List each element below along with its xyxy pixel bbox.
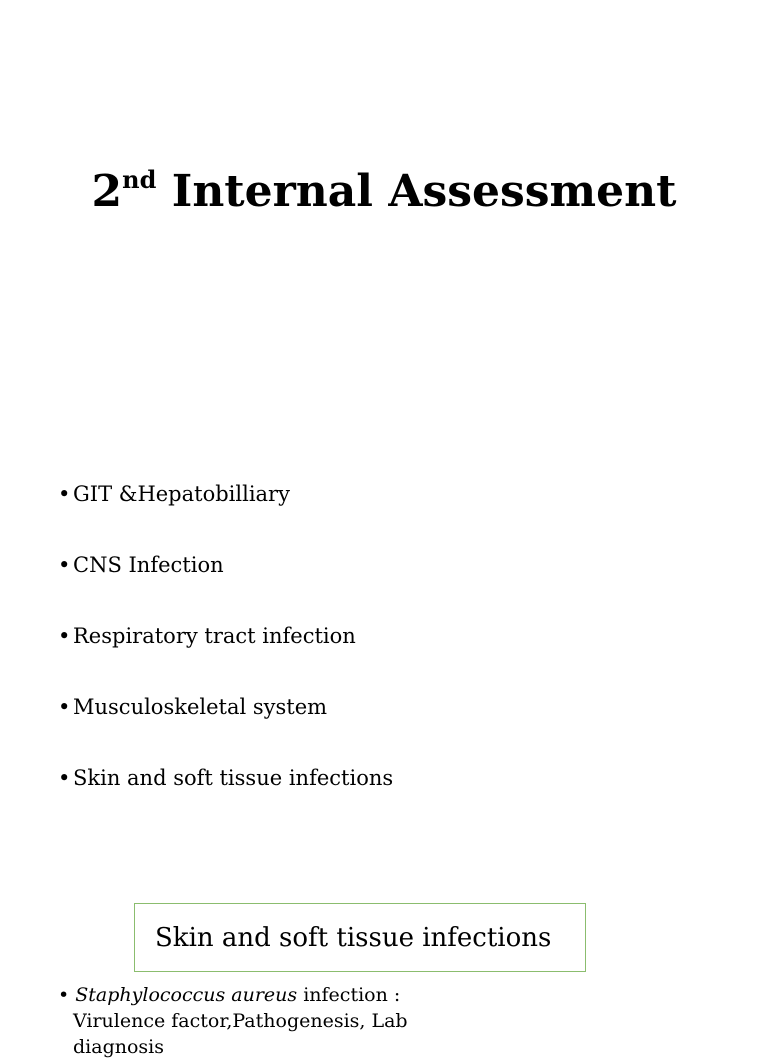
organism-name: Staphylococcus aureus bbox=[75, 984, 298, 1006]
list-item bbox=[58, 476, 393, 547]
list-item bbox=[58, 760, 393, 831]
bullet-icon: • bbox=[58, 553, 71, 577]
bullet-icon: • bbox=[58, 766, 71, 790]
bullet-icon: • bbox=[58, 695, 71, 719]
topic-label: Respiratory tract infection bbox=[73, 624, 356, 648]
section-heading: Skin and soft tissue infections bbox=[155, 923, 552, 953]
list-item bbox=[58, 689, 393, 760]
title-number: 2 bbox=[91, 166, 123, 217]
topic-list bbox=[58, 476, 393, 831]
bullet-icon: • bbox=[58, 984, 70, 1006]
bullet-icon: • bbox=[58, 482, 71, 506]
topic-label: Musculoskeletal system bbox=[73, 695, 328, 719]
topic-label: CNS Infection bbox=[73, 553, 224, 577]
topic-label: GIT &Hepatobilliary bbox=[73, 482, 290, 506]
list-item bbox=[58, 547, 393, 618]
page-title bbox=[0, 160, 768, 224]
title-text: Internal Assessment bbox=[171, 166, 677, 217]
title-ordinal-suffix: nd bbox=[122, 165, 157, 194]
detail-text: infection : Virulence factor,Pathogenesis, Lab diagnosis bbox=[73, 984, 408, 1058]
bullet-icon: • bbox=[58, 624, 71, 648]
section-detail bbox=[58, 982, 498, 1060]
list-item bbox=[58, 618, 393, 689]
detail-item bbox=[58, 982, 498, 1060]
section-heading-box bbox=[134, 903, 586, 972]
topic-label: Skin and soft tissue infections bbox=[73, 766, 394, 790]
